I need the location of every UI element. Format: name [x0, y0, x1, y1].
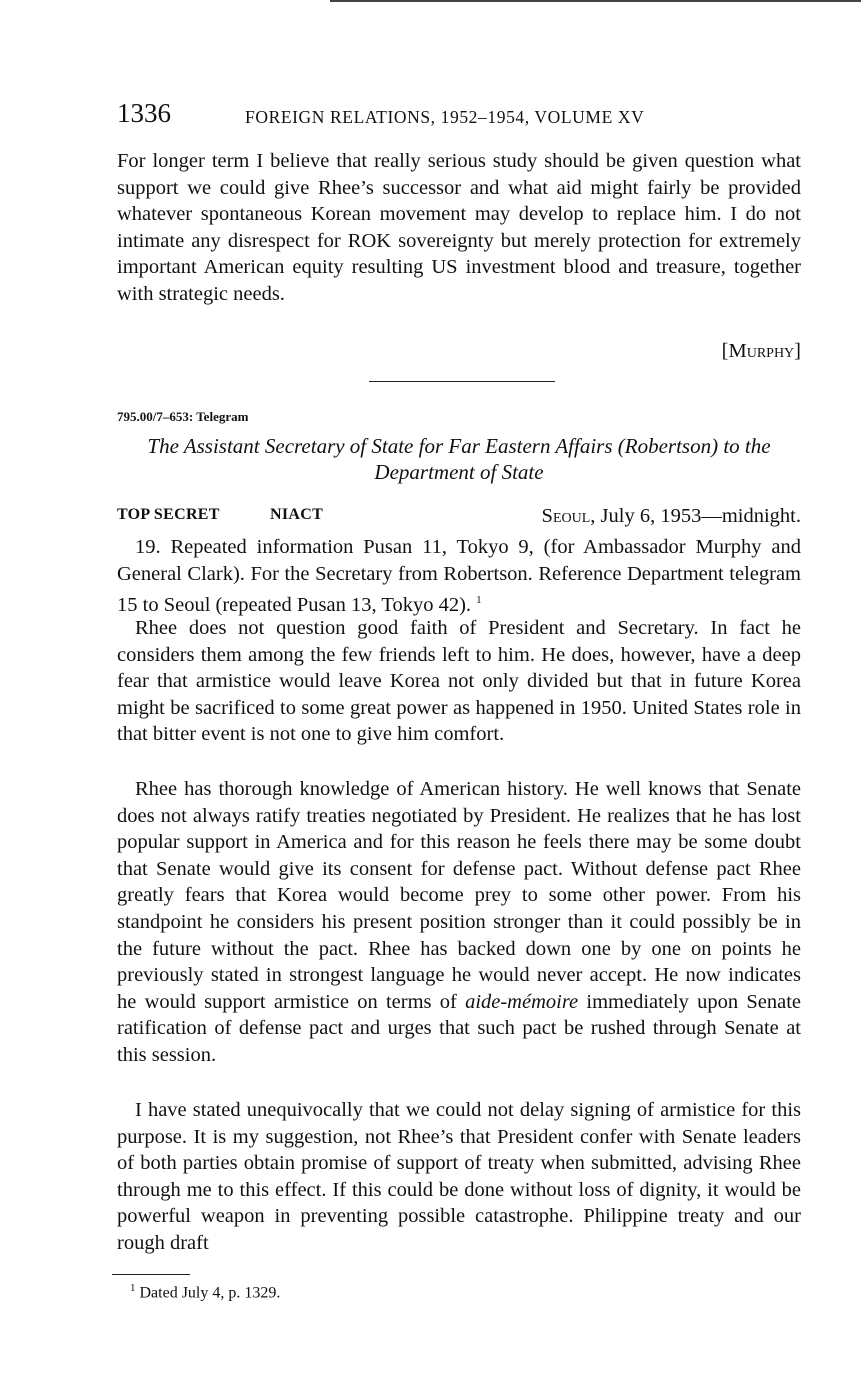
footnote-reference: 1 [476, 594, 482, 607]
document-title: The Assistant Secretary of State for Far Eastern Affairs (Robertson) to the Department of State [147, 434, 771, 484]
page-header [117, 96, 807, 136]
place-date [542, 505, 801, 528]
footnote-rule [112, 1274, 190, 1275]
paragraph-2: Rhee does not question good faith of President and Secretary. In fact he considers them among the few friends left to him. He does, however, have a deep fear that armistice would leave Korea not only divided but that in future Korea might be sacrificed to some great power as happened in 1950. United States role in that bitter event is not one to give him comfort. [117, 617, 801, 746]
footnote [130, 1282, 280, 1302]
paragraph-3-text-a: Rhee has thorough knowledge of American history. He well knows that Senate does not always ratify treaties negotiated by President. He realizes that he has lost popular support in America and for this reason he feels there may be some doubt that Senate would give its consent for defense pact. Without defense pact Rhee greatly fears that Korea would become prey to some other power. From his standpoint he considers his present position stronger than it could possibly be in the future without the pact. Rhee has backed down one by one on points he previously stated in strongest language he would never accept. He now indicates he would support armistice on terms of [117, 778, 801, 1013]
classification-marking: TOP SECRET [117, 506, 220, 523]
precedence-marking: NIACT [270, 506, 324, 523]
place: Seoul [541, 505, 591, 527]
footnote-marker: 1 [130, 1282, 136, 1294]
file-reference: 795.00/7–653: Telegram [117, 409, 249, 424]
carryover-paragraph: For longer term I believe that really serious study should be given question what support we could give Rhee’s successor and what aid might fairly be provided whatever spontaneous Korean movement may develop to replace him. I do not intimate any disrespect for ROK sovereignty but merely protection for extremely important American equity resulting US investment blood and treasure, together with strategic needs. [117, 150, 801, 305]
signature: [Murphy] [721, 340, 801, 362]
paragraph-1-text: 19. Repeated information Pusan 11, Tokyo 9, (for Ambassador Murphy and General Clark). For the Secretary from Robertson. Reference Department telegram 15 to Seoul (repeated Pusan 13, Tokyo 42). [117, 536, 801, 617]
paragraph-3-text-b: immediately upon Senate ratification of defense pact and urges that such pact be rushed through Senate at this session. [117, 990, 802, 1066]
date: , July 6, 1953—midnight. [590, 505, 801, 527]
top-edge-rule [330, 0, 861, 2]
page-number: 1336 [117, 98, 171, 128]
paragraph-3 [117, 776, 801, 1069]
footnote-text: Dated July 4, p. 1329. [139, 1284, 281, 1302]
dateline [117, 505, 801, 531]
paragraph-4: I have stated unequivocally that we could not delay signing of armistice for this purpose. It is my suggestion, not Rhee’s that President confer with Senate leaders of both parties obtain promise of support of treaty when submitted, advising Rhee through me to this effect. If this could be done without loss of dignity, it would be powerful weapon in preventing possible catastrophe. Philippine treaty and our rough draft [117, 1099, 801, 1254]
paragraph-3-italic: aide-mémoire [465, 990, 579, 1013]
running-title: FOREIGN RELATIONS, 1952–1954, VOLUME XV [245, 107, 645, 127]
paragraph-1 [117, 534, 801, 619]
section-divider [369, 381, 555, 382]
